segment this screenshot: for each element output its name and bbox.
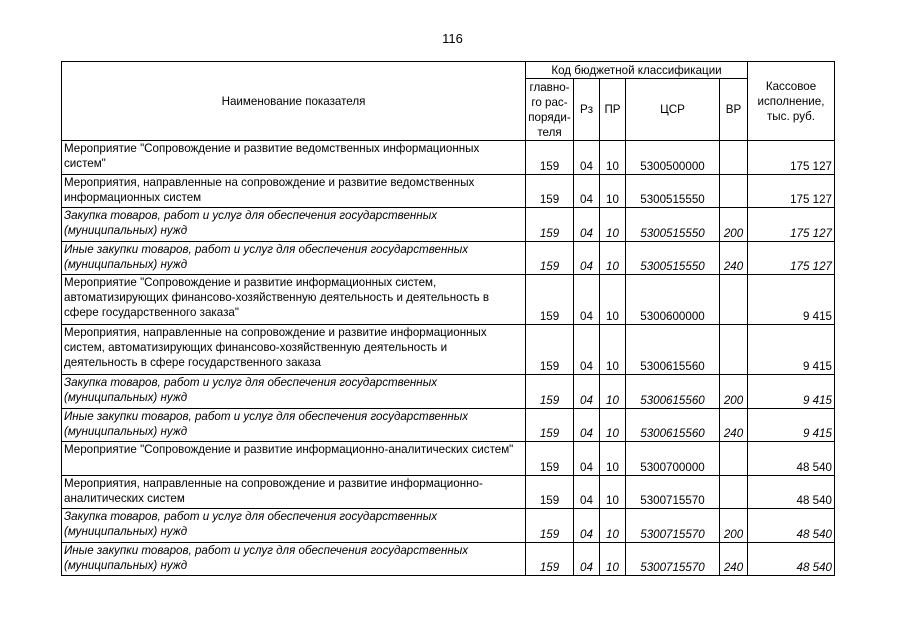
row-gl: 159: [526, 325, 574, 375]
row-pr: 10: [600, 208, 626, 242]
row-rz: 04: [574, 141, 600, 175]
row-rz: 04: [574, 442, 600, 476]
row-csr: 5300500000: [626, 141, 720, 175]
row-rz: 04: [574, 543, 600, 576]
row-vr: 200: [720, 509, 748, 543]
row-gl: 159: [526, 208, 574, 242]
header-amount: Кассовое исполнение, тыс. руб.: [748, 62, 835, 141]
row-amount: 9 415: [748, 325, 835, 375]
row-csr: 5300700000: [626, 442, 720, 476]
row-vr: [720, 442, 748, 476]
row-gl: 159: [526, 275, 574, 325]
row-rz: 04: [574, 375, 600, 409]
header-csr: ЦСР: [626, 79, 720, 141]
row-csr: 5300600000: [626, 275, 720, 325]
page-number: 116: [442, 31, 463, 46]
row-pr: 10: [600, 242, 626, 275]
row-gl: 159: [526, 242, 574, 275]
row-vr: 240: [720, 409, 748, 442]
row-rz: 04: [574, 175, 600, 208]
row-rz: 04: [574, 509, 600, 543]
row-vr: [720, 175, 748, 208]
row-vr: [720, 275, 748, 325]
row-rz: 04: [574, 275, 600, 325]
row-pr: 10: [600, 175, 626, 208]
table-row: [62, 275, 835, 325]
row-csr: 5300515550: [626, 242, 720, 275]
table-row: [62, 509, 835, 543]
table-row: [62, 208, 835, 242]
row-amount: 9 415: [748, 409, 835, 442]
row-gl: 159: [526, 509, 574, 543]
row-amount: 9 415: [748, 275, 835, 325]
row-name: Закупка товаров, работ и услуг для обеспечения государственных (муниципальных) нужд: [62, 375, 526, 409]
row-amount: 175 127: [748, 141, 835, 175]
row-gl: 159: [526, 375, 574, 409]
row-csr: 5300715570: [626, 476, 720, 509]
table-row: [62, 476, 835, 509]
table-row: [62, 325, 835, 375]
header-vr: ВР: [720, 79, 748, 141]
row-csr: 5300715570: [626, 509, 720, 543]
table-row: [62, 442, 835, 476]
header-name: Наименование показателя: [62, 62, 526, 141]
row-gl: 159: [526, 543, 574, 576]
row-name: Мероприятия, направленные на сопровождение и развитие информационных систем, автоматизирующих финансово-хозяйственную деятельность и деятельность в сфере государственного заказа: [62, 325, 526, 375]
row-pr: 10: [600, 543, 626, 576]
row-amount: 48 540: [748, 509, 835, 543]
budget-table: [61, 61, 835, 576]
table-row: [62, 242, 835, 275]
row-pr: 10: [600, 409, 626, 442]
row-vr: [720, 476, 748, 509]
row-pr: 10: [600, 375, 626, 409]
row-gl: 159: [526, 409, 574, 442]
row-csr: 5300615560: [626, 375, 720, 409]
row-name: Мероприятия, направленные на сопровождение и развитие ведомственных информационных систем: [62, 175, 526, 208]
header-pr: ПР: [600, 79, 626, 141]
row-vr: 240: [720, 242, 748, 275]
row-amount: 48 540: [748, 476, 835, 509]
row-pr: 10: [600, 141, 626, 175]
row-amount: 48 540: [748, 543, 835, 576]
row-amount: 175 127: [748, 208, 835, 242]
header-gl: главно-го рас-поряди-теля: [526, 79, 574, 141]
table-row: [62, 175, 835, 208]
row-pr: 10: [600, 275, 626, 325]
row-gl: 159: [526, 476, 574, 509]
row-name: Мероприятия, направленные на сопровождение и развитие информационно-аналитических систем: [62, 476, 526, 509]
table-row: [62, 409, 835, 442]
row-rz: 04: [574, 325, 600, 375]
row-csr: 5300515550: [626, 208, 720, 242]
table-row: [62, 375, 835, 409]
row-name: Закупка товаров, работ и услуг для обеспечения государственных (муниципальных) нужд: [62, 509, 526, 543]
row-name: Мероприятие "Сопровождение и развитие ведомственных информационных систем": [62, 141, 526, 175]
row-name: Иные закупки товаров, работ и услуг для обеспечения государственных (муниципальных) нужд: [62, 409, 526, 442]
row-rz: 04: [574, 409, 600, 442]
row-name: Закупка товаров, работ и услуг для обеспечения государственных (муниципальных) нужд: [62, 208, 526, 242]
row-gl: 159: [526, 175, 574, 208]
row-csr: 5300615560: [626, 325, 720, 375]
row-vr: [720, 325, 748, 375]
row-pr: 10: [600, 509, 626, 543]
row-csr: 5300515550: [626, 175, 720, 208]
header-rz: Рз: [574, 79, 600, 141]
row-name: Иные закупки товаров, работ и услуг для обеспечения государственных (муниципальных) нужд: [62, 242, 526, 275]
row-amount: 175 127: [748, 242, 835, 275]
row-name: Мероприятие "Сопровождение и развитие информационных систем, автоматизирующих финансово-хозяйственную деятельность и деятельность в сфере государственного заказа": [62, 275, 526, 325]
row-csr: 5300615560: [626, 409, 720, 442]
row-rz: 04: [574, 208, 600, 242]
table-body: [62, 141, 835, 576]
row-vr: 240: [720, 543, 748, 576]
row-gl: 159: [526, 141, 574, 175]
row-rz: 04: [574, 476, 600, 509]
row-vr: [720, 141, 748, 175]
row-pr: 10: [600, 442, 626, 476]
row-vr: 200: [720, 375, 748, 409]
row-rz: 04: [574, 242, 600, 275]
row-amount: 48 540: [748, 442, 835, 476]
table-row: [62, 543, 835, 576]
row-pr: 10: [600, 325, 626, 375]
table-row: [62, 141, 835, 175]
row-name: Иные закупки товаров, работ и услуг для обеспечения государственных (муниципальных) нужд: [62, 543, 526, 576]
row-amount: 9 415: [748, 375, 835, 409]
row-csr: 5300715570: [626, 543, 720, 576]
row-gl: 159: [526, 442, 574, 476]
row-name: Мероприятие "Сопровождение и развитие информационно-аналитических систем": [62, 442, 526, 476]
row-amount: 175 127: [748, 175, 835, 208]
header-row-top: [62, 62, 835, 79]
row-pr: 10: [600, 476, 626, 509]
row-vr: 200: [720, 208, 748, 242]
header-code-group: Код бюджетной классификации: [526, 62, 748, 79]
